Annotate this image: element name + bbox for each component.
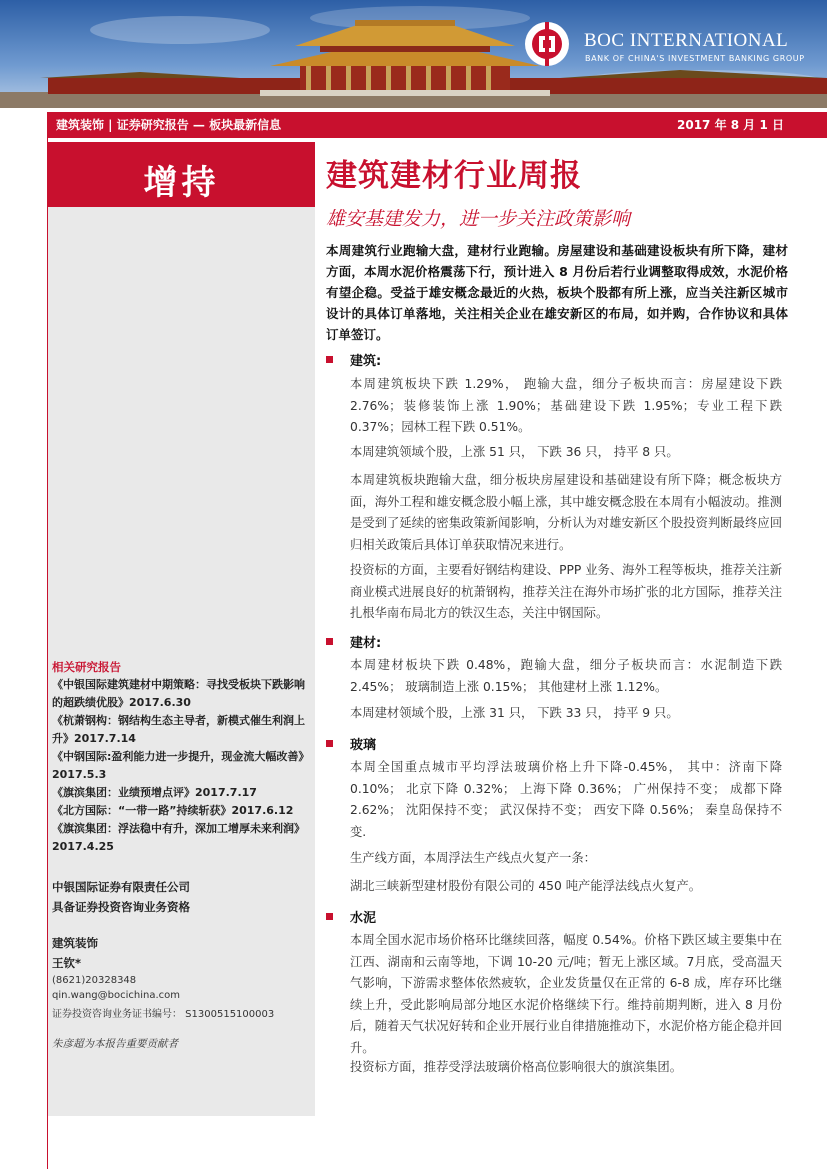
materials-para-1: 本周建材板块下跌 0.48%，跑输大盘，细分子板块而言：水泥制造下跌 2.45%； 玻璃制造上涨 0.15%； 其他建材上涨 1.12%。 xyxy=(350,658,782,694)
bullet-icon xyxy=(326,356,333,363)
related-report-item: 《旗滨集团：浮法稳中有升，深加工增厚未来利润》2017.4.25 xyxy=(52,822,305,853)
glass-para-2: 生产线方面，本周浮法生产线点火复产一条： xyxy=(350,851,596,865)
analyst-sector: 建筑装饰 xyxy=(52,936,98,950)
materials-para-2: 本周建材领域个股，上涨 31 只， 下跌 33 只， 持平 9 只。 xyxy=(350,706,679,720)
analyst-email[interactable]: qin.wang@bocichina.com xyxy=(52,990,180,1001)
company-qualification: 具备证券投资咨询业务资格 xyxy=(52,900,190,914)
report-category: 建筑装饰 | 证券研究报告 — 板块最新信息 xyxy=(56,118,282,132)
section-title-glass: 玻璃 xyxy=(350,738,377,753)
related-report-item: 《中银国际建筑建材中期策略：寻找受板块下跌影响的超跌绩优股》2017.6.30 xyxy=(52,678,305,709)
company-name: 中银国际证券有限责任公司 xyxy=(52,880,190,894)
related-reports-title: 相关研究报告 xyxy=(52,660,121,674)
related-report-item: 《杭萧钢构：钢结构生态主导者，新模式催生利润上升》2017.7.14 xyxy=(52,714,305,745)
glass-para-3: 湖北三峡新型建材股份有限公司的 450 吨产能浮法线点火复产。 xyxy=(350,879,702,893)
report-date: 2017 年 8 月 1 日 xyxy=(677,118,784,132)
brand-name: BOC INTERNATIONAL xyxy=(584,30,789,51)
glass-para-1: 本周全国重点城市平均浮法玻璃价格上升下降-0.45%， 其中：济南下降 0.10%； 北京下降 0.32%； 上海下降 0.36%； 广州保持不变； 成都下降 2.62%； 沈阳保持不变； 武汉保持不变； 西安下降 0.56%； 秦皇岛保持不变. xyxy=(350,760,782,839)
analyst-name: 王钦* xyxy=(52,956,82,970)
brand-tagline: BANK OF CHINA'S INVESTMENT BANKING GROUP xyxy=(585,54,805,63)
bullet-icon xyxy=(326,638,333,645)
construction-para-2: 本周建筑领域个股，上涨 51 只， 下跌 36 只， 持平 8 只。 xyxy=(350,445,679,459)
related-report-item: 《北方国际：“一带一路”持续斩获》2017.6.12 xyxy=(52,804,294,817)
section-title-materials: 建材: xyxy=(350,636,382,651)
report-subtitle: 雄安基建发力，进一步关注政策影响 xyxy=(326,208,631,230)
related-report-item: 《旗滨集团：业绩预增点评》2017.7.17 xyxy=(52,786,257,799)
section-title-construction: 建筑: xyxy=(350,354,382,369)
bullet-icon xyxy=(326,913,333,920)
related-report-item: 《中钢国际:盈利能力进一步提升，现金流大幅改善》2017.5.3 xyxy=(52,750,310,781)
cement-para-1: 本周全国水泥市场价格环比继续回落，幅度 0.54%。价格下跌区域主要集中在江西、湖南和云南等地，下调 10-20 元/吨；暂无上涨区域。7月底，受高温天气影响，下游需求整体依然疲软，企业发货量仅在正常的 6-8 成，库存环比继续上升，受此影响局部分地区水泥价格继续下行。维持前期判断，进入 8 月份后，随着天气状况好转和企业开展行业自律措施推动下，水泥价格方能企稳并回升。 xyxy=(350,933,782,1055)
construction-para-3: 本周建筑板块跑输大盘，细分板块房屋建设和基础建设有所下降；概念板块方面，海外工程和雄安概念股小幅上涨，其中雄安概念股在本周有小幅波动。推测是受到了延续的密集政策新闻影响，分析认为对雄安新区个股投资判断最终应回归相关政策后具体订单获取情况来进行。 xyxy=(350,473,782,552)
rating-label: 增持 xyxy=(143,163,220,203)
bullet-icon xyxy=(326,740,333,747)
contributor-note: 朱彦超为本报告重要贡献者 xyxy=(52,1038,178,1050)
construction-para-1: 本周建筑板块下跌 1.29%， 跑输大盘，细分子板块而言：房屋建设下跌 2.76%；装修装饰上涨 1.90%；基础建设下跌 1.95%；专业工程下跌 0.37%；园林工程下跌 0.51%。 xyxy=(350,377,782,434)
summary-paragraph: 本周建筑行业跑输大盘，建材行业跑输。房屋建设和基础建设板块有所下降，建材方面，本周水泥价格震荡下行，预计进入 8 月份后若行业调整取得成效，水泥价格有望企稳。受益于雄安概念最近的火热，板块个股都有所上涨，应当关注新区城市设计的具体订单落地，关注相关企业在雄安新区的布局，如并购，合作协议和具体订单签订。 xyxy=(326,243,788,342)
cement-para-2: 投资标方面，推荐受浮法玻璃价格高位影响很大的旗滨集团。 xyxy=(350,1060,683,1074)
analyst-phone: (8621)20328348 xyxy=(52,975,137,986)
analyst-cert: 证券投资咨询业务证书编号： S1300515100003 xyxy=(52,1009,275,1020)
section-title-cement: 水泥 xyxy=(350,911,377,926)
report-title: 建筑建材行业周报 xyxy=(326,158,582,194)
construction-para-4: 投资标的方面，主要看好钢结构建设、PPP 业务、海外工程等板块，推荐关注新商业模式进展良好的杭萧钢构，推荐关注在海外市场扩张的北方国际，推荐关注扎根华南布局北方的铁汉生态，关注中钢国际。 xyxy=(350,563,782,620)
